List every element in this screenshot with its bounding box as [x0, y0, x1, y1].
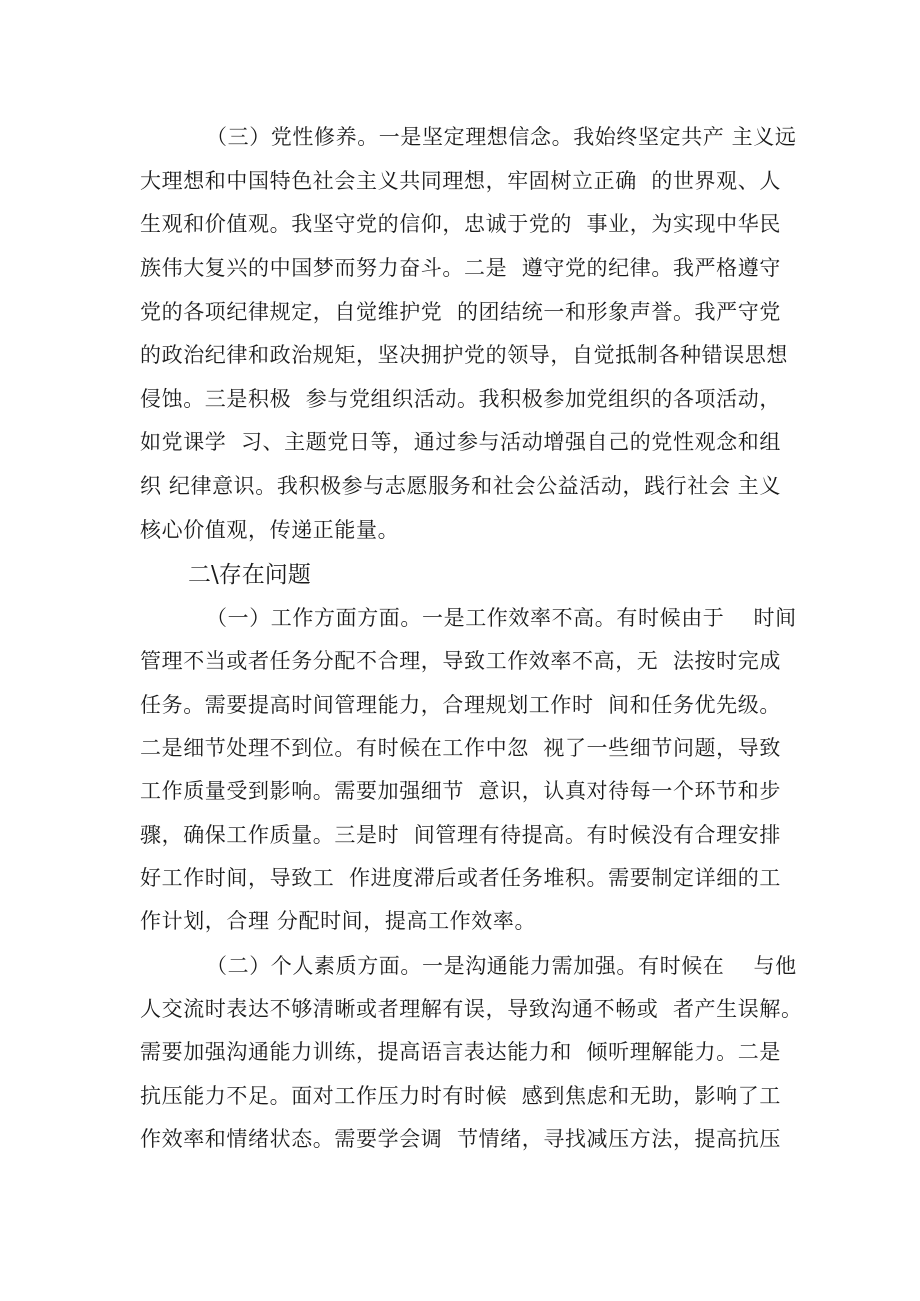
paragraph-2-line-5: 工作质量受到影响。需要加强细节 意识，认真对待每一个环节和步: [140, 779, 781, 803]
paragraph-1-line-1: （三）党性修养。一是坚定理想信念。我始终坚定共产 主义远: [206, 125, 797, 149]
paragraph-3-line-2: 人交流时表达不够清晰或者理解有误，导致沟通不畅或 者产生误解。: [140, 997, 803, 1021]
paragraph-3-line-4: 抗压能力不足。面对工作压力时有时候 感到焦虑和无助，影响了工: [140, 1084, 781, 1108]
paragraph-2-line-7: 好工作时间，导致工 作进度滞后或者任务堆积。需要制定详细的工: [140, 866, 781, 890]
paragraph-1-line-3: 生观和价值观。我坚守党的信仰，忠诚于党的 事业，为实现中华民: [140, 212, 781, 236]
paragraph-2-line-1: （一）工作方面方面。一是工作效率不高。有时候由于 时间: [206, 606, 797, 630]
paragraph-2-line-3: 任务。需要提高时间管理能力，合理规划工作时 间和任务优先级。: [140, 693, 781, 717]
paragraph-1-line-4: 族伟大复兴的中国梦而努力奋斗。二是 遵守党的纪律。我严格遵守: [140, 256, 781, 280]
paragraph-1-line-5: 党的各项纪律规定，自觉维护党 的团结统一和形象声誉。我严守党: [140, 300, 781, 324]
paragraph-1-line-8: 如党课学 习、主题党日等，通过参与活动增强自己的党性观念和组: [140, 430, 781, 454]
paragraph-3-line-1: （二）个人素质方面。一是沟通能力需加强。有时候在 与他: [206, 954, 797, 978]
paragraph-2-line-4: 二是细节处理不到位。有时候在工作中忽 视了一些细节问题，导致: [140, 736, 781, 760]
paragraph-2-line-8: 作计划，合理 分配时间，提高工作效率。: [140, 909, 537, 933]
paragraph-1-line-6: 的政治纪律和政治规矩，坚决拥护党的领导，自觉抵制各种错误思想: [140, 343, 788, 367]
paragraph-1-line-7: 侵蚀。三是积极 参与党组织活动。我积极参加党组织的各项活动，: [140, 387, 781, 411]
section-heading: 二\存在问题: [188, 562, 311, 588]
paragraph-1-line-2: 大理想和中国特色社会主义共同理想，牢固树立正确 的世界观、人: [140, 169, 781, 193]
paragraph-1-line-10: 核心价值观，传递正能量。: [140, 518, 400, 542]
paragraph-2-line-6: 骤，确保工作质量。三是时 间管理有待提高。有时候没有合理安排: [140, 823, 781, 847]
paragraph-3-line-5: 作效率和情绪状态。需要学会调 节情绪，寻找减压方法，提高抗压: [140, 1127, 781, 1151]
paragraph-1-line-9: 织 纪律意识。我积极参与志愿服务和社会公益活动，践行社会 主义: [140, 474, 781, 498]
paragraph-3-line-3: 需要加强沟通能力训练，提高语言表达能力和 倾听理解能力。二是: [140, 1040, 781, 1064]
paragraph-2-line-2: 管理不当或者任务分配不合理，导致工作效率不高，无 法按时完成: [140, 649, 781, 673]
